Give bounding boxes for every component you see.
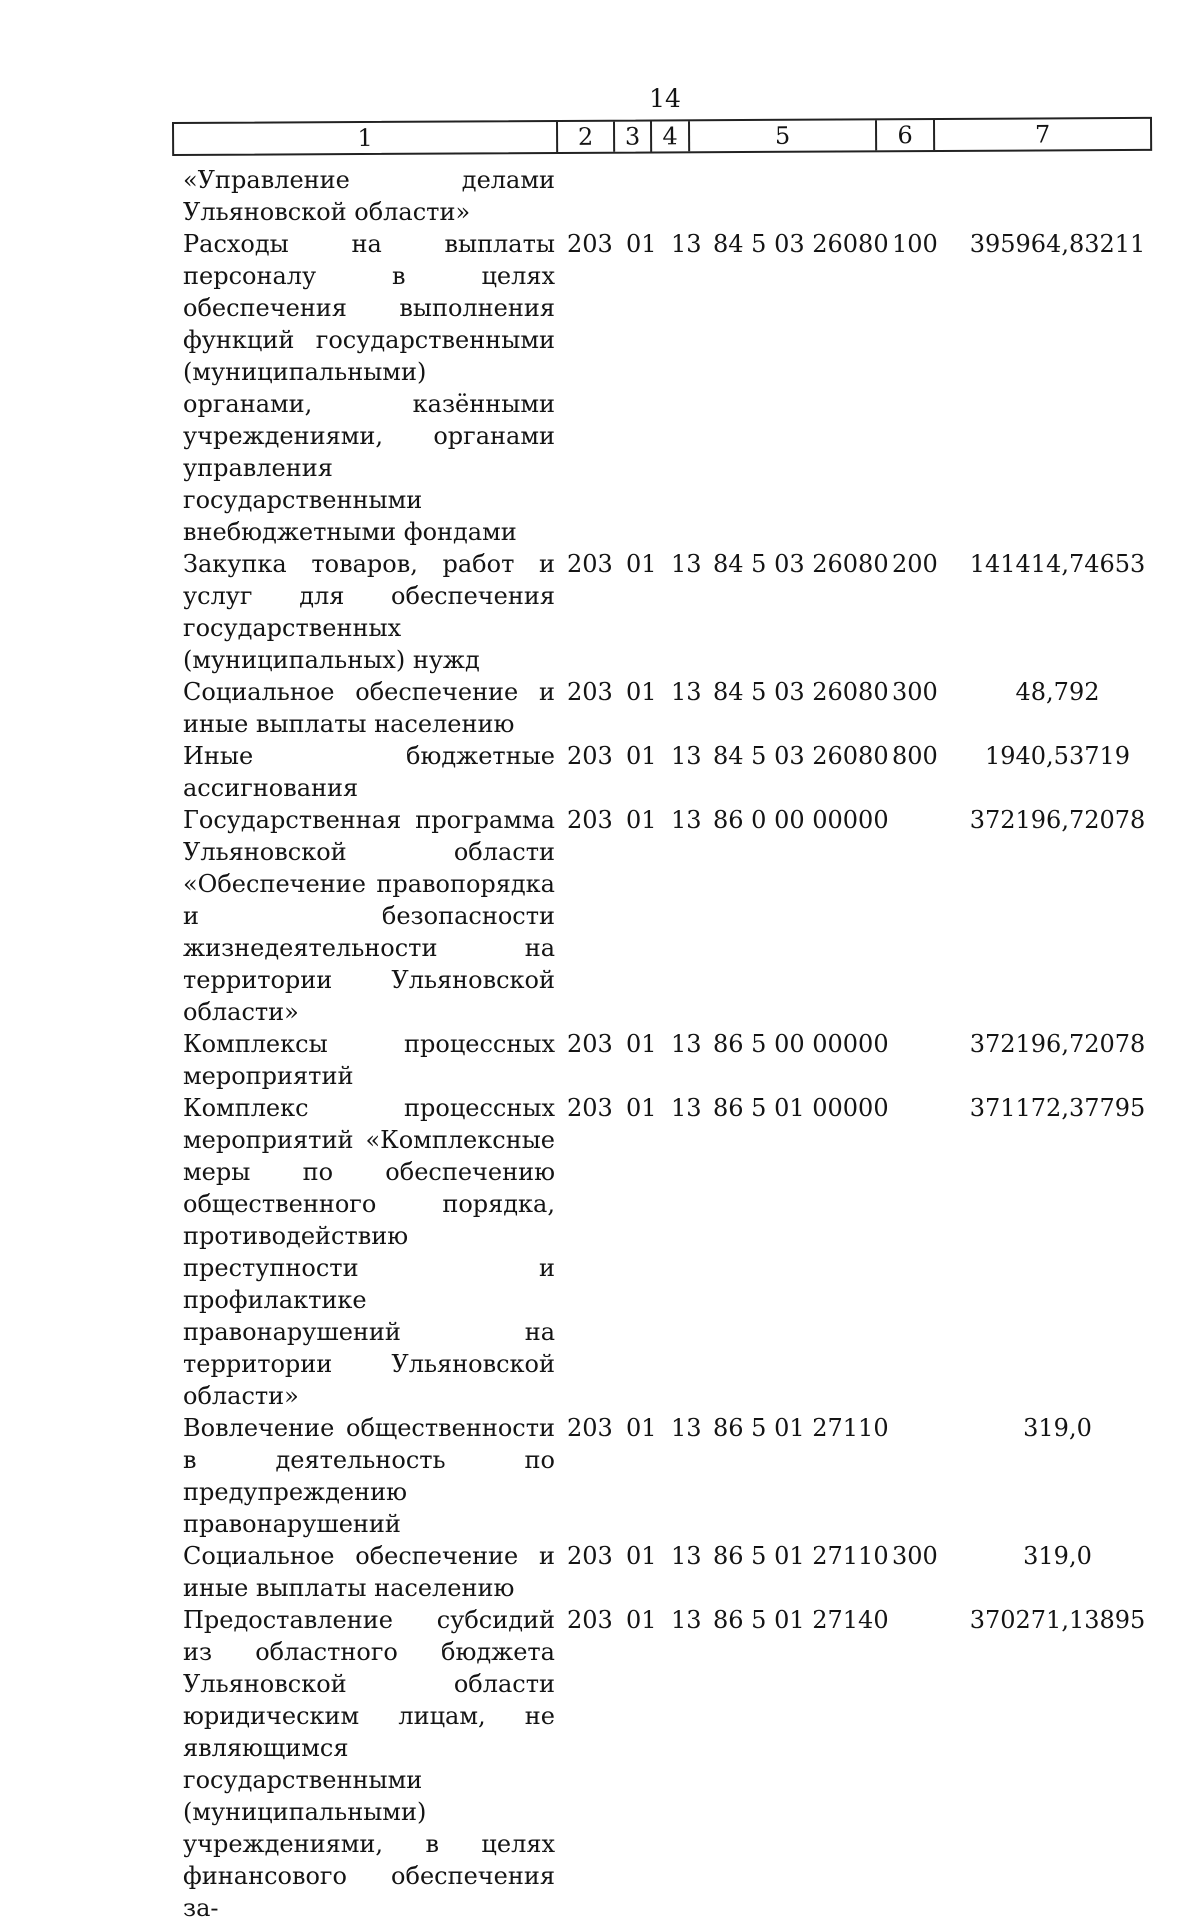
header-col-6: 6 <box>877 120 935 150</box>
row-col-5: 86 5 01 00000 <box>713 1094 889 1122</box>
row-col-4: 13 <box>671 742 702 770</box>
row-description: Комплекс процессных мероприятий «Комплексные меры по обеспечению общественного порядка, противодействию преступности и профилактике правонарушений на территории Ульяновской области» <box>183 1094 555 1410</box>
row-col-4: 13 <box>671 1542 702 1570</box>
page-number: 14 <box>649 84 681 113</box>
row-col-3: 01 <box>626 1606 657 1634</box>
row-col-7: 372196,72078 <box>969 806 1146 834</box>
table-row <box>0 1028 1200 1092</box>
row-description: Предоставление субсидий из областного бюджета Ульяновской области юридическим лицам, не являющимся государственными (муниципальными) учреждениями, в целях финансового обеспечения за- <box>183 1606 555 1922</box>
row-col-5: 84 5 03 26080 <box>713 678 889 706</box>
row-col-6: 300 <box>892 678 938 706</box>
row-col-4: 13 <box>671 1414 702 1442</box>
table-header <box>172 117 1152 156</box>
table-row <box>0 1540 1200 1604</box>
row-col-5: 86 5 01 27110 <box>713 1542 889 1570</box>
row-col-7: 370271,13895 <box>969 1606 1146 1634</box>
table-row <box>0 1604 1200 1924</box>
row-col-7: 372196,72078 <box>969 1030 1146 1058</box>
row-col-2: 203 <box>567 1414 613 1442</box>
row-col-3: 01 <box>626 806 657 834</box>
row-description: Иные бюджетные ассигнования <box>183 742 555 802</box>
header-col-2: 2 <box>558 122 615 152</box>
table-row <box>0 740 1200 804</box>
row-col-4: 13 <box>671 1606 702 1634</box>
header-col-3: 3 <box>615 121 652 151</box>
row-col-3: 01 <box>626 550 657 578</box>
row-description: Вовлечение общественности в деятельность по предупреждению правонарушений <box>183 1414 555 1538</box>
row-col-7: 371172,37795 <box>969 1094 1146 1122</box>
row-col-7: 319,0 <box>1023 1414 1092 1442</box>
row-col-3: 01 <box>626 678 657 706</box>
row-description: Комплексы процессных мероприятий <box>183 1030 555 1090</box>
row-col-3: 01 <box>626 230 657 258</box>
row-col-5: 84 5 03 26080 <box>713 742 889 770</box>
row-col-2: 203 <box>567 806 613 834</box>
row-description: Государственная программа Ульяновской области «Обеспечение правопорядка и безопасности жизнедеятельности на территории Ульяновской области» <box>183 806 555 1026</box>
row-col-2: 203 <box>567 230 613 258</box>
row-col-4: 13 <box>671 806 702 834</box>
row-col-2: 203 <box>567 742 613 770</box>
row-col-3: 01 <box>626 1414 657 1442</box>
table-row <box>0 228 1200 548</box>
row-col-4: 13 <box>671 230 702 258</box>
row-description: Расходы на выплаты персоналу в целях обеспечения выполнения функций государственными (муниципальными) органами, казёнными учреждениями, органами управления государственными внебюджетными фондами <box>183 230 555 546</box>
row-col-5: 86 5 01 27110 <box>713 1414 889 1442</box>
row-col-7: 141414,74653 <box>969 550 1146 578</box>
row-col-5: 86 5 01 27140 <box>713 1606 889 1634</box>
row-description: «Управление делами Ульяновской области» <box>183 166 555 226</box>
row-col-7: 319,0 <box>1023 1542 1092 1570</box>
table-row <box>0 548 1200 676</box>
row-col-6: 100 <box>892 230 938 258</box>
row-col-3: 01 <box>626 1542 657 1570</box>
row-col-6: 200 <box>892 550 938 578</box>
row-col-2: 203 <box>567 550 613 578</box>
row-col-2: 203 <box>567 1094 613 1122</box>
header-col-5: 5 <box>690 120 877 151</box>
row-col-5: 84 5 03 26080 <box>713 550 889 578</box>
row-col-7: 395964,83211 <box>969 230 1146 258</box>
table-row <box>0 676 1200 740</box>
header-col-7: 7 <box>1034 120 1051 149</box>
row-col-7: 1940,53719 <box>984 742 1131 770</box>
row-col-2: 203 <box>567 678 613 706</box>
row-col-5: 86 5 00 00000 <box>713 1030 889 1058</box>
table-row <box>0 804 1200 1028</box>
row-col-6: 800 <box>892 742 938 770</box>
row-col-3: 01 <box>626 1094 657 1122</box>
row-description: Социальное обеспечение и иные выплаты населению <box>183 678 555 738</box>
row-description: Закупка товаров, работ и услуг для обеспечения государственных (муниципальных) нужд <box>183 550 555 674</box>
table-row <box>0 1412 1200 1540</box>
row-col-4: 13 <box>671 1030 702 1058</box>
row-col-2: 203 <box>567 1030 613 1058</box>
row-col-5: 84 5 03 26080 <box>713 230 889 258</box>
row-description: Социальное обеспечение и иные выплаты населению <box>183 1542 555 1602</box>
header-col-1: 1 <box>174 122 558 154</box>
header-col-4: 4 <box>652 121 690 151</box>
row-col-4: 13 <box>671 678 702 706</box>
table-row <box>0 1092 1200 1412</box>
row-col-5: 86 0 00 00000 <box>713 806 889 834</box>
row-col-6: 300 <box>892 1542 938 1570</box>
row-col-3: 01 <box>626 1030 657 1058</box>
row-col-2: 203 <box>567 1542 613 1570</box>
row-col-2: 203 <box>567 1606 613 1634</box>
row-col-7: 48,792 <box>1015 678 1100 706</box>
row-col-4: 13 <box>671 550 702 578</box>
row-col-4: 13 <box>671 1094 702 1122</box>
table-body <box>0 164 1200 1924</box>
table-row <box>0 164 1200 228</box>
row-col-3: 01 <box>626 742 657 770</box>
